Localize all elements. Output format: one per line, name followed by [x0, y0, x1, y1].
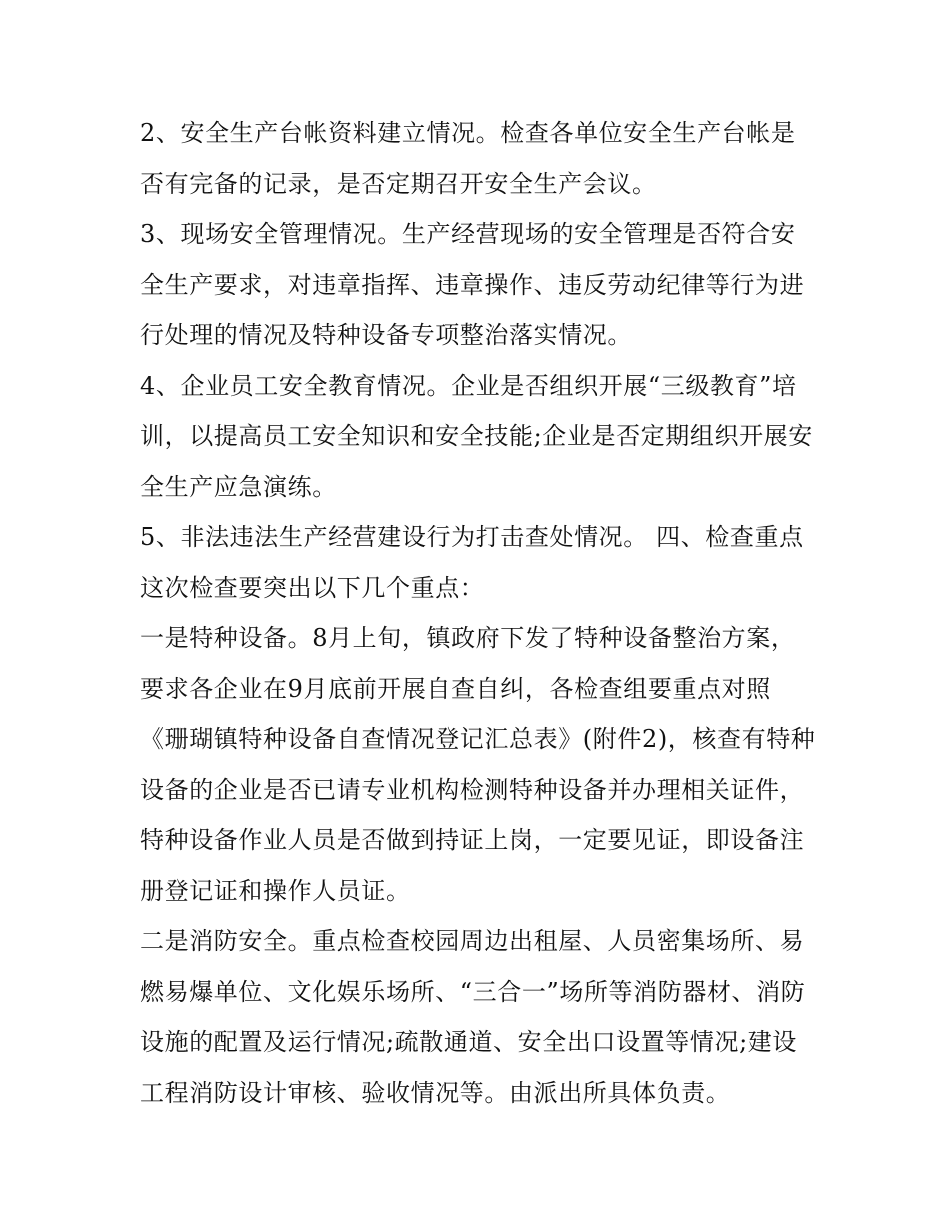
- paragraph-site-safety-management: 3、现场安全管理情况。生产经营现场的安全管理是否符合安全生产要求，对违章指挥、违章操作、违反劳动纪律等行为进行处理的情况及特种设备专项整治落实情况。: [140, 220, 805, 349]
- document-body: [140, 108, 820, 1118]
- paragraph-illegal-production-crackdown: 5、非法违法生产经营建设行为打击查处情况。 四、检查重点这次检查要突出以下几个重点：: [140, 523, 804, 602]
- paragraph-fire-safety: 二是消防安全。重点检查校园周边出租屋、人员密集场所、易燃易爆单位、文化娱乐场所、“三合一”场所等消防器材、消防设施的配置及运行情况;疏散通道、安全出口设置等情况;建设工程消防设计审核、验收情况等。由派出所具体负责。: [140, 927, 806, 1107]
- paragraph-ledger-records: 2、安全生产台帐资料建立情况。检查各单位安全生产台帐是否有完备的记录，是否定期召开安全生产会议。: [140, 119, 796, 198]
- paragraph-special-equipment: 一是特种设备。8月上旬，镇政府下发了特种设备整治方案，要求各企业在9月底前开展自查自纠，各检查组要重点对照《珊瑚镇特种设备自查情况登记汇总表》(附件2)，核查有特种设备的企业是否已请专业机构检测特种设备并办理相关证件，特种设备作业人员是否做到持证上岗，一定要见证，即设备注册登记证和操作人员证。: [140, 624, 816, 905]
- paragraph-employee-safety-education: 4、企业员工安全教育情况。企业是否组织开展“三级教育”培训，以提高员工安全知识和安全技能;企业是否定期组织开展安全生产应急演练。: [140, 371, 813, 501]
